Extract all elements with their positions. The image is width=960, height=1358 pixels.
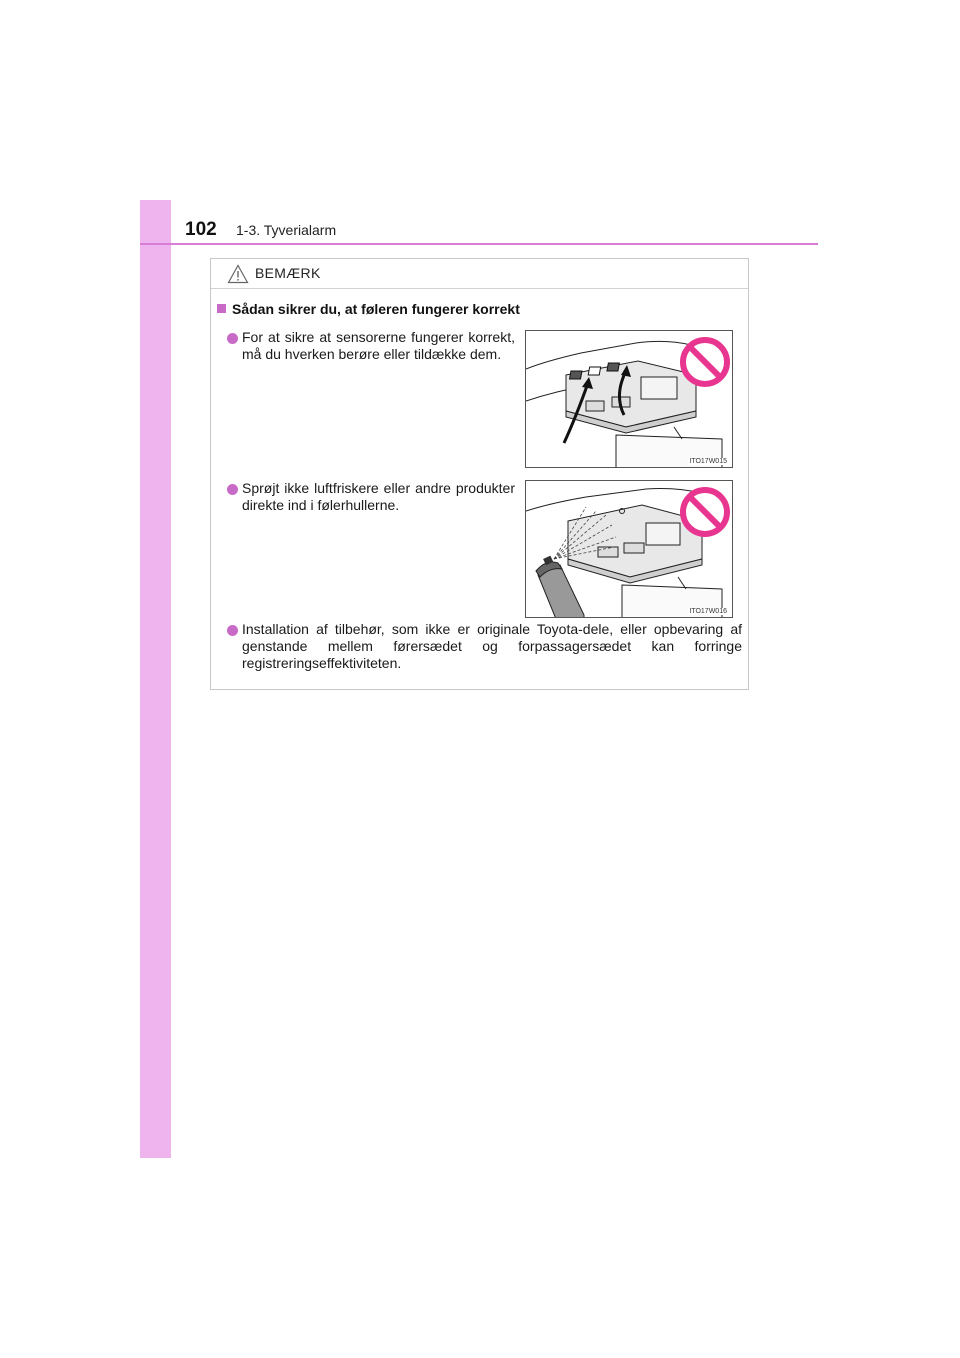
warning-triangle-icon xyxy=(227,264,249,284)
bullet-icon xyxy=(227,625,238,636)
figure-do-not-spray-sensors xyxy=(525,480,733,618)
notice-label: BEMÆRK xyxy=(255,265,321,281)
figure-code-2: ITO17W016 xyxy=(689,608,727,615)
bullet-icon xyxy=(227,484,238,495)
chapter-side-tab xyxy=(140,200,171,1158)
square-bullet-icon xyxy=(217,304,226,313)
notice-box xyxy=(210,258,749,690)
figure-do-not-touch-sensors xyxy=(525,330,733,468)
bullet-text-2: Sprøjt ikke luftfriskere eller andre produkter direkte ind i følerhullerne. xyxy=(242,480,515,513)
prohibition-icon xyxy=(683,340,727,384)
bullet-text-1: For at sikre at sensorerne fungerer korrekt, må du hverken berøre eller tildække dem. xyxy=(242,329,515,362)
figure-code-1: ITO17W015 xyxy=(689,458,727,465)
notice-header xyxy=(211,259,748,289)
bullet-icon xyxy=(227,333,238,344)
overhead-console-illustration xyxy=(526,331,733,468)
section-title: 1-3. Tyverialarm xyxy=(236,222,337,238)
subheading-text: Sådan sikrer du, at føleren fungerer korrekt xyxy=(232,301,520,317)
prohibition-icon xyxy=(683,490,727,534)
page-number: 102 xyxy=(185,219,217,240)
bullet-text-3: Installation af tilbehør, som ikke er originale Toyota-dele, eller opbevaring af genstande mellem førersædet og forpassagersædet kan forringe registreringseffektiviteten. xyxy=(242,621,742,671)
notice-subheading xyxy=(217,301,520,317)
spray-can-illustration xyxy=(526,481,733,618)
header-rule xyxy=(140,243,818,245)
